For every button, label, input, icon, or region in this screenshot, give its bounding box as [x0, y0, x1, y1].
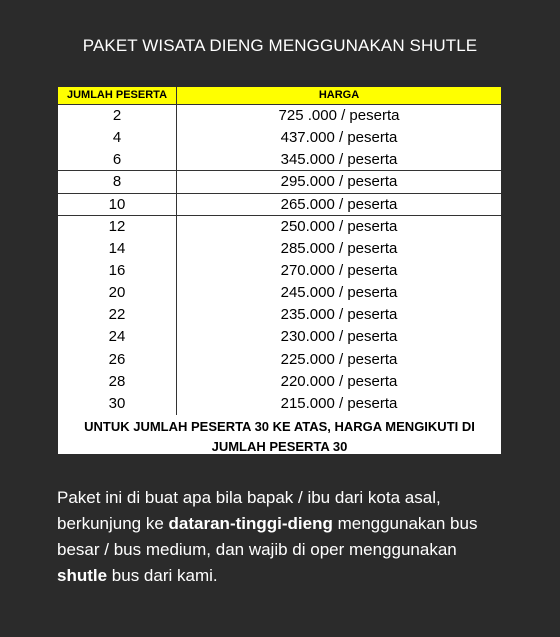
cell-count: 6 — [112, 151, 122, 169]
cell-price: 285.000 / peserta — [176, 238, 501, 260]
cell-count: 12 — [108, 217, 126, 235]
cell-price: 295.000 / peserta — [176, 171, 501, 192]
cell-count: 26 — [108, 350, 126, 368]
cell-price: 220.000 / peserta — [176, 371, 501, 393]
cell-price: 235.000 / peserta — [176, 304, 501, 326]
cell-count: 2 — [112, 107, 122, 124]
para-text-2: menggunakan bus besar / bus medium, dan wajib di oper menggunakan — [57, 514, 478, 559]
cell-count: 22 — [108, 306, 126, 324]
table-header — [58, 87, 501, 105]
table-row — [58, 393, 501, 415]
cell-price: 265.000 / peserta — [176, 194, 501, 215]
table-row — [58, 282, 501, 304]
cell-price: 437.000 / peserta — [176, 127, 501, 149]
description-paragraph — [57, 485, 507, 589]
cell-count: 16 — [108, 261, 126, 279]
table-row — [58, 171, 501, 193]
cell-price: 725 .000 / peserta — [176, 105, 501, 127]
page-title: PAKET WISATA DIENG MENGGUNAKAN SHUTLE — [82, 36, 478, 55]
cell-count: 8 — [112, 173, 122, 191]
cell-price: 230.000 / peserta — [176, 326, 501, 348]
cell-price: 215.000 / peserta — [176, 393, 501, 415]
table-row — [58, 194, 501, 216]
header-jumlah-peserta: JUMLAH PESERTA — [66, 89, 168, 101]
table-row — [58, 149, 501, 171]
cell-count: 4 — [112, 129, 122, 147]
cell-price: 225.000 / peserta — [176, 349, 501, 371]
table-row — [58, 326, 501, 348]
para-bold-shutle: shutle — [57, 566, 108, 585]
table-row — [58, 349, 501, 371]
cell-count: 20 — [108, 284, 126, 302]
table-row — [58, 216, 501, 238]
table-note: UNTUK JUMLAH PESERTA 30 KE ATAS, HARGA MENGIKUTI DI JUMLAH PESERTA 30 — [84, 418, 475, 454]
cell-price: 250.000 / peserta — [176, 216, 501, 238]
para-text-3: bus dari kami. — [107, 566, 218, 585]
cell-count: 10 — [108, 195, 126, 213]
cell-price: 270.000 / peserta — [176, 260, 501, 282]
table-row — [58, 105, 501, 127]
table-row — [58, 238, 501, 260]
cell-count: 14 — [108, 239, 126, 257]
price-table — [57, 86, 502, 455]
header-harga: HARGA — [176, 87, 501, 104]
table-row — [58, 260, 501, 282]
table-row — [58, 304, 501, 326]
cell-price: 345.000 / peserta — [176, 149, 501, 170]
para-bold-dieng: dataran-tinggi-dieng — [168, 514, 333, 533]
cell-count: 30 — [108, 394, 126, 412]
table-row — [58, 127, 501, 149]
para-text-1: Paket ini di buat apa bila bapak / ibu dari kota asal, berkunjung ke — [57, 488, 441, 533]
cell-price: 245.000 / peserta — [176, 282, 501, 304]
table-row — [58, 371, 501, 393]
cell-count: 24 — [108, 328, 126, 346]
cell-count: 28 — [108, 372, 126, 390]
